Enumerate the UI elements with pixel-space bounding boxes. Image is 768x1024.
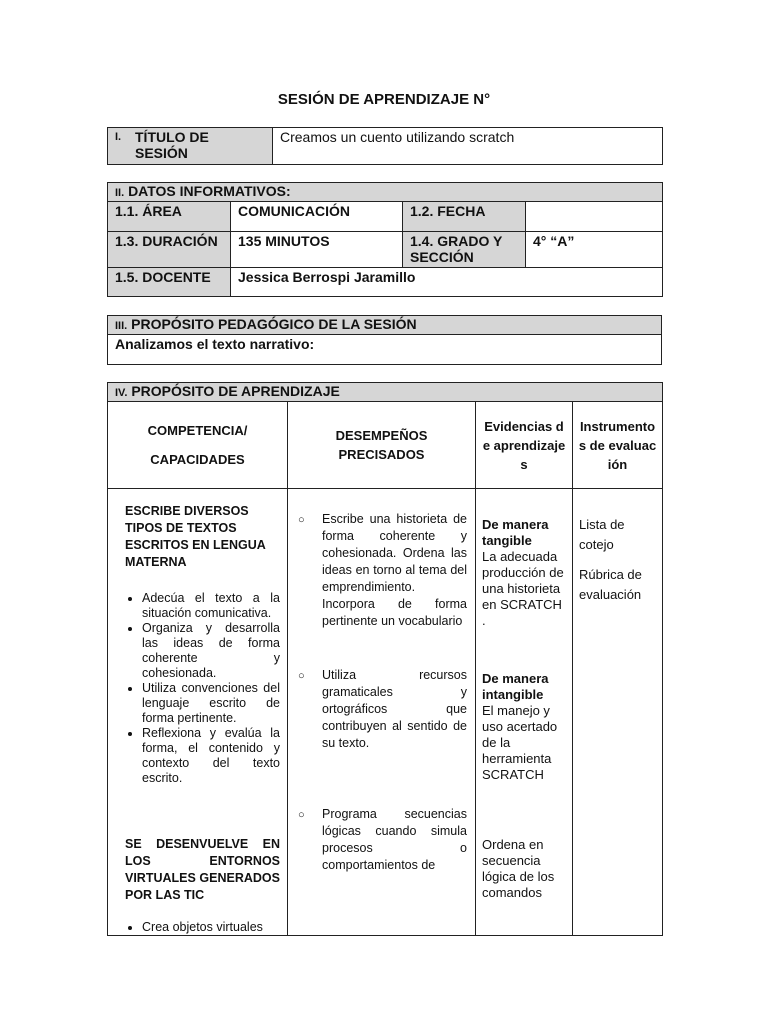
evidencia-text: El manejo y uso acertado de la herramienta SCRATCH	[482, 703, 558, 782]
proposito-pedagogico-value: Analizamos el texto narrativo:	[108, 335, 662, 365]
section-heading: PROPÓSITO PEDAGÓGICO DE LA SESIÓN	[131, 316, 417, 332]
desempeno-text: Utiliza recursos gramaticales y ortográficos que contribuyen al sentido de su texto.	[322, 668, 467, 750]
competencia-header	[108, 402, 288, 489]
session-title-label-cell	[108, 128, 273, 165]
evidencias-cell	[476, 489, 573, 936]
evidencias-header: Evidencias de aprendizajes	[476, 402, 573, 489]
duracion-label: 1.3. DURACIÓN	[108, 232, 231, 268]
section-number: III.	[115, 320, 128, 332]
instrumento-item: Lista de cotejo	[579, 517, 625, 552]
capacidades-list-2	[125, 920, 280, 935]
competencia-header-line1: COMPETENCIA/	[147, 423, 248, 438]
capacidades-list-1	[125, 591, 280, 786]
document-title: SESIÓN DE APRENDIZAJE N°	[277, 91, 491, 108]
proposito-pedagogico-heading	[108, 316, 662, 335]
evidencia-title: De manera intangible	[482, 671, 549, 702]
capacidad-item: • Reflexiona y evalúa la forma, el contenido y contexto del texto escrito.	[142, 726, 280, 786]
docente-value: Jessica Berrospi Jaramillo	[231, 268, 663, 297]
desempeno-item	[298, 511, 467, 630]
desempenos-cell	[288, 489, 476, 936]
area-label: 1.1. ÁREA	[108, 202, 231, 232]
proposito-aprendizaje-heading	[108, 383, 663, 402]
section-number: II.	[115, 187, 125, 199]
capacidad-item: • Organiza y desarrolla las ideas de forma coherente y cohesionada.	[142, 621, 280, 681]
session-title-label: TÍTULO DE SESIÓN	[135, 129, 209, 161]
desempeno-item	[298, 667, 467, 752]
instrumentos-cell	[573, 489, 663, 936]
section-number: I.	[115, 131, 122, 143]
desempeno-text: Escribe una historieta de forma coherente y cohesionada. Ordena las ideas en torno al tema del emprendimiento. Incorpora de forma pertinente un vocabulario	[322, 512, 467, 628]
capacidad-item: • Adecúa el texto a la situación comunicativa.	[142, 591, 280, 621]
evidencia-title: De manera tangible	[482, 517, 549, 548]
desempenos-header: DESEMPEÑOS PRECISADOS	[288, 402, 476, 489]
desempeno-item	[298, 806, 467, 874]
section-heading: PROPÓSITO DE APRENDIZAJE	[131, 383, 340, 399]
circle-bullet-icon: ○	[298, 809, 305, 821]
competencia-escribe: ESCRIBE DIVERSOS TIPOS DE TEXTOS ESCRITOS EN LENGUA MATERNA	[125, 504, 266, 569]
circle-bullet-icon: ○	[298, 514, 305, 526]
duracion-value: 135 MINUTOS	[231, 232, 403, 268]
proposito-pedagogico-table	[107, 315, 662, 365]
instrumentos-header: Instrumentos de evaluación	[573, 402, 663, 489]
evidencia-text: La adecuada producción de una historieta en SCRATCH .	[482, 549, 564, 628]
datos-informativos-table	[107, 182, 663, 297]
datos-informativos-heading	[108, 183, 663, 202]
fecha-value	[526, 202, 663, 232]
section-heading: DATOS INFORMATIVOS:	[128, 183, 291, 199]
proposito-aprendizaje-table	[107, 382, 663, 936]
section-number: IV.	[115, 387, 128, 399]
docente-label: 1.5. DOCENTE	[108, 268, 231, 297]
capacidad-item: • Utiliza convenciones del lenguaje escrito de forma pertinente.	[142, 681, 280, 726]
competencias-cell	[108, 489, 288, 936]
grado-value: 4° “A”	[526, 232, 663, 268]
fecha-label: 1.2. FECHA	[403, 202, 526, 232]
instrumento-item: Rúbrica de evaluación	[579, 567, 642, 602]
evidencia-text: Ordena en secuencia lógica de los comandos	[482, 837, 555, 900]
grado-label: 1.4. GRADO Y SECCIÓN	[403, 232, 526, 268]
area-value: COMUNICACIÓN	[231, 202, 403, 232]
desempeno-text: Programa secuencias lógicas cuando simula procesos o comportamientos de	[322, 807, 467, 872]
title-table	[107, 127, 663, 165]
capacidad-item: • Crea objetos virtuales	[142, 920, 280, 935]
session-title-value: Creamos un cuento utilizando scratch	[273, 128, 663, 165]
competencia-tic: SE DESENVUELVE EN LOS ENTORNOS VIRTUALES GENERADOS POR LAS TIC	[125, 837, 280, 902]
competencia-header-line2: CAPACIDADES	[150, 452, 245, 467]
circle-bullet-icon: ○	[298, 670, 305, 682]
